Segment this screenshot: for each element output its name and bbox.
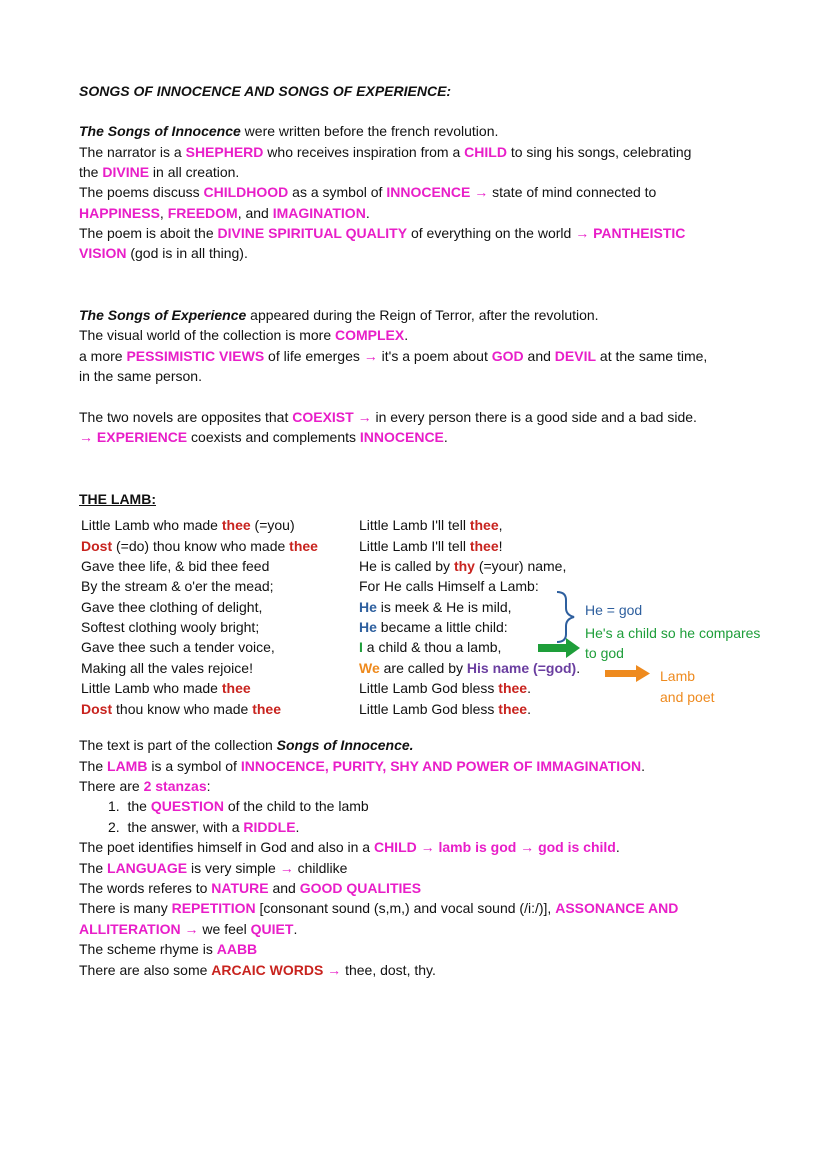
innocence-line-2: The narrator is a SHEPHERD who receives inspiration from a CHILD to sing his songs, celebrating: [79, 144, 692, 160]
keyword: SHEPHERD: [185, 144, 264, 160]
analysis-line-4: The poet identifies himself in God and also in a CHILD → lamb is god → god is child.: [79, 839, 620, 855]
innocence-title: The Songs of Innocence: [79, 123, 241, 139]
analysis-line-6: The words referes to NATURE and GOOD QUALITIES: [79, 880, 422, 896]
poem-line: I a child & thou a lamb,: [359, 639, 502, 655]
analysis-line-1: The text is part of the collection Songs of Innocence.: [79, 737, 414, 753]
keyword: IMAGINATION: [272, 205, 366, 221]
analysis-line-7: There is many REPETITION [consonant sound (s,m,) and vocal sound (/i:/)], ASSONANCE AND: [79, 900, 679, 916]
arrow-icon: →: [363, 348, 378, 364]
lamb-heading: THE LAMB:: [79, 491, 156, 507]
list-item: 1. the QUESTION of the child to the lamb: [108, 798, 369, 814]
poem-line: We are called by His name (=god).: [359, 660, 581, 676]
keyword: INNOCENCE →: [386, 184, 489, 200]
innocence-line-1: The Songs of Innocence were written before the french revolution.: [79, 123, 499, 139]
poem-line: By the stream & o'er the mead;: [81, 578, 274, 594]
annotation-lamb-line-2: and poet: [660, 689, 715, 705]
arrow-icon: →: [323, 962, 342, 978]
page-title: SONGS OF INNOCENCE AND SONGS OF EXPERIENCE:: [79, 83, 452, 99]
keyword: FREEDOM: [167, 205, 238, 221]
experience-line-1: The Songs of Experience appeared during the Reign of Terror, after the revolution.: [79, 307, 599, 323]
poem-line: Dost thou know who made thee: [81, 701, 282, 717]
innocence-line-3: the DIVINE in all creation.: [79, 164, 240, 180]
poem-line: Gave thee clothing of delight,: [81, 599, 263, 615]
keyword: COMPLEX: [335, 327, 405, 343]
innocence-line-6: The poem is aboit the DIVINE SPIRITUAL QUALITY of everything on the world → PANTHEISTIC: [79, 225, 686, 241]
innocence-line-5: HAPPINESS, FREEDOM, and IMAGINATION.: [79, 205, 370, 221]
keyword: PESSIMISTIC VIEWS: [126, 348, 265, 364]
poem-line: Little Lamb God bless thee.: [359, 701, 531, 717]
keyword: DIVINE: [102, 164, 150, 180]
poem-line: Little Lamb I'll tell thee,: [359, 517, 503, 533]
poem-line: Little Lamb God bless thee.: [359, 680, 531, 696]
curly-brace-icon: [557, 592, 574, 642]
arrow-icon: →: [279, 860, 294, 876]
poem-line: For He calls Himself a Lamb:: [359, 578, 539, 594]
keyword: DIVINE SPIRITUAL QUALITY: [217, 225, 408, 241]
experience-line-3: a more PESSIMISTIC VIEWS of life emerges → it's a poem about GOD and DEVIL at the same time,: [79, 348, 708, 364]
keyword: INNOCENCE: [359, 429, 444, 445]
annotation-lamb-line-1: Lamb: [660, 668, 696, 684]
keyword: → EXPERIENCE: [79, 429, 188, 445]
poem-line: Gave thee such a tender voice,: [81, 639, 275, 655]
analysis-line-2: The LAMB is a symbol of INNOCENCE, PURITY, SHY AND POWER OF IMMAGINATION.: [79, 758, 646, 774]
poem-line: He is called by thy (=your) name,: [359, 558, 567, 574]
keyword: CHILD: [464, 144, 507, 160]
keyword: VISION: [79, 245, 127, 261]
poem-line: Making all the vales rejoice!: [81, 660, 253, 676]
keyword: CHILDHOOD: [203, 184, 289, 200]
poem-line: He became a little child:: [359, 619, 508, 635]
experience-line-4: in the same person.: [79, 368, 202, 384]
keyword: DEVIL: [554, 348, 597, 364]
orange-arrow-icon: [605, 665, 650, 682]
keyword: GOD: [491, 348, 524, 364]
keyword: HAPPINESS: [79, 205, 160, 221]
poem-line: Little Lamb who made thee (=you): [81, 517, 295, 533]
annotation-child-line-2: to god: [585, 645, 624, 661]
experience-line-6: → EXPERIENCE coexists and complements INNOCENCE.: [79, 429, 448, 445]
poem-line: He is meek & He is mild,: [359, 599, 512, 615]
annotation-he-god: He = god: [585, 602, 643, 618]
experience-line-5: The two novels are opposites that COEXIST → in every person there is a good side and a bad side.: [79, 409, 697, 425]
innocence-line-7: VISION (god is in all thing).: [79, 245, 248, 261]
poem-line: Gave thee life, & bid thee feed: [81, 558, 270, 574]
analysis-line-3: There are 2 stanzas:: [79, 778, 211, 794]
list-item: 2. the answer, with a RIDDLE.: [108, 819, 300, 835]
analysis-line-8: ALLITERATION → we feel QUIET.: [79, 921, 298, 937]
innocence-line-4: The poems discuss CHILDHOOD as a symbol of INNOCENCE → state of mind connected to: [79, 184, 657, 200]
poem-line: Little Lamb who made thee: [81, 680, 251, 696]
experience-line-2: The visual world of the collection is more COMPLEX.: [79, 327, 409, 343]
keyword: COEXIST →: [292, 409, 372, 425]
poem-line: Dost (=do) thou know who made thee: [81, 538, 318, 554]
analysis-line-9: The scheme rhyme is AABB: [79, 941, 258, 957]
annotation-child-line-1: He's a child so he compares: [585, 625, 761, 641]
analysis-line-10: There are also some ARCAIC WORDS → thee, dost, thy.: [79, 962, 436, 978]
analysis-line-5: The LANGUAGE is very simple → childlike: [79, 860, 348, 876]
poem-line: Softest clothing wooly bright;: [81, 619, 260, 635]
experience-title: The Songs of Experience: [79, 307, 247, 323]
keyword: → PANTHEISTIC: [575, 225, 686, 241]
poem-line: Little Lamb I'll tell thee!: [359, 538, 503, 554]
